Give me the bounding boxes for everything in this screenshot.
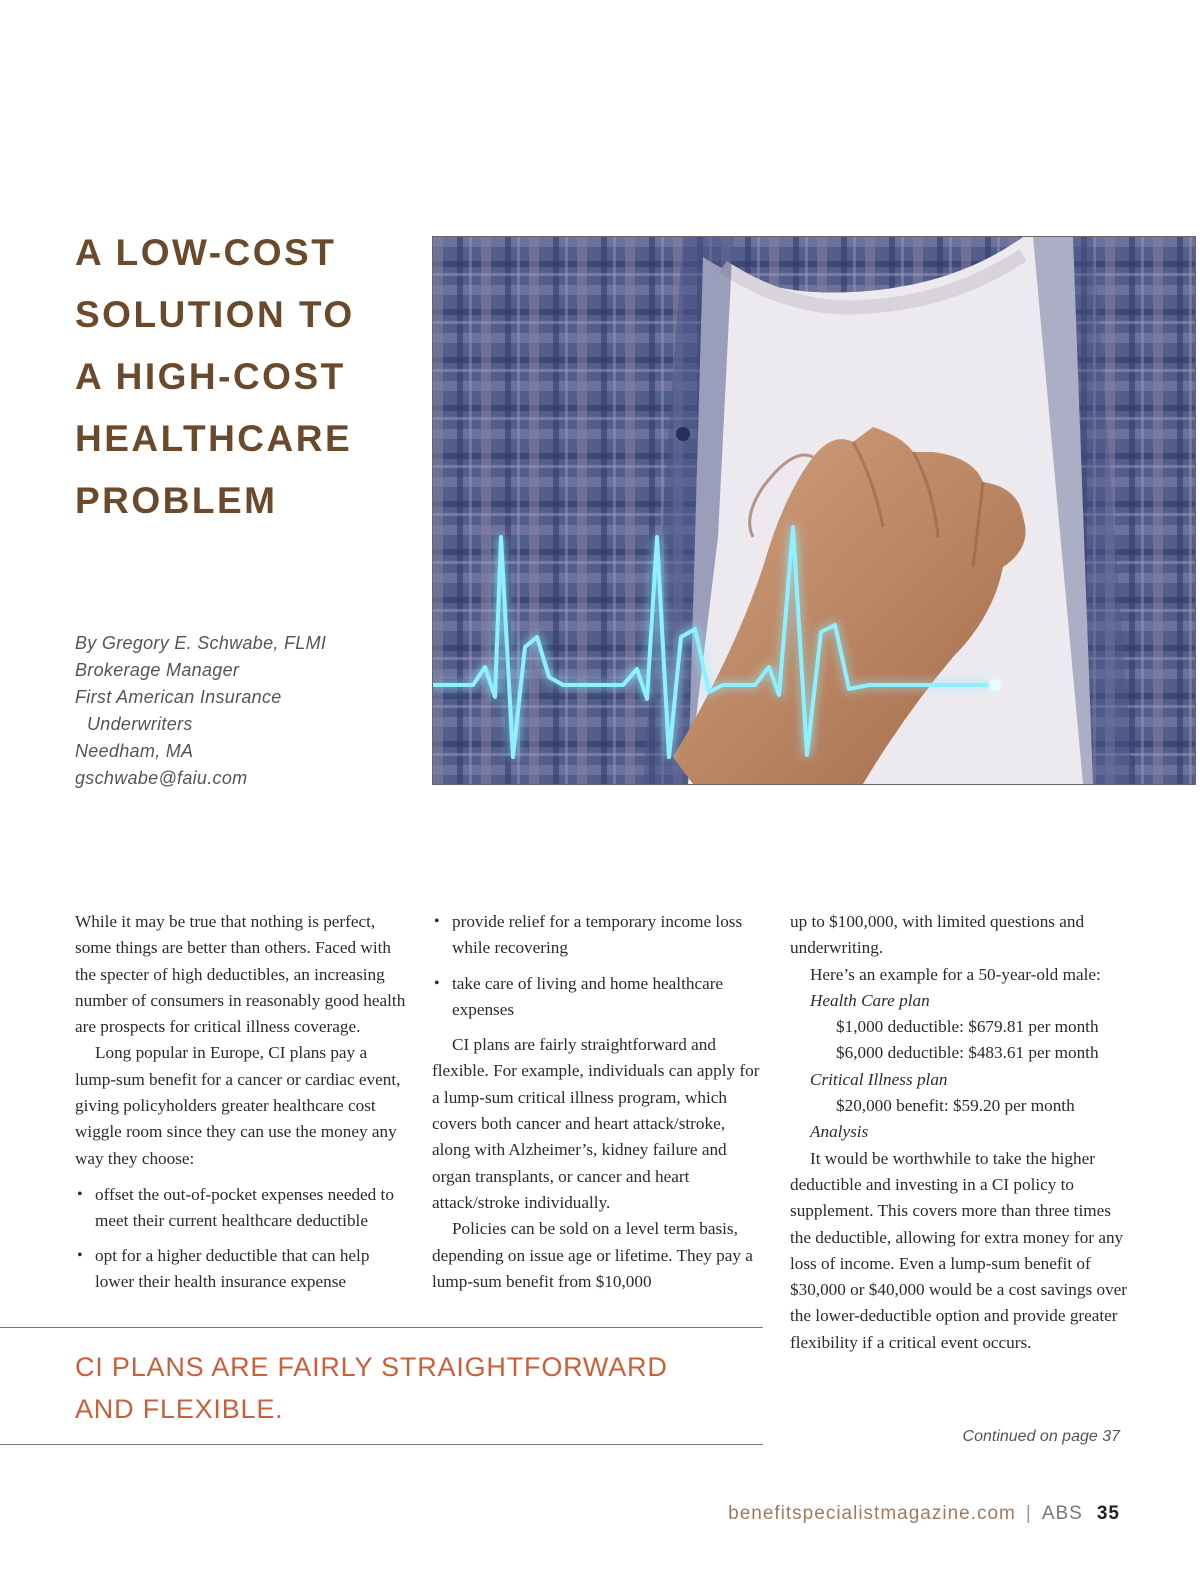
title-line: PROBLEM: [75, 480, 278, 521]
author-byline: [75, 630, 415, 792]
pullquote-line: CI PLANS ARE FAIRLY STRAIGHTFORWARD: [75, 1352, 668, 1382]
pullquote-rule-bottom: [0, 1444, 763, 1445]
page-footer: [728, 1503, 1120, 1525]
hero-photo: [432, 236, 1196, 785]
article-title: [75, 222, 415, 532]
pullquote-rule-top: [0, 1327, 763, 1328]
body-column-3: [790, 909, 1130, 1356]
page-number: 35: [1096, 1503, 1120, 1524]
footer-magazine: ABS: [1041, 1503, 1083, 1524]
bullet-list: [432, 909, 764, 1023]
paragraph: While it may be true that nothing is perfect, some things are better than others. Faced with the specter of high deductibles, an increasing number of consumers in reasonably good health are prospects for critical illness coverage.: [75, 912, 406, 1037]
subhead-analysis: Analysis: [810, 1122, 869, 1142]
continued-note: Continued on page 37: [962, 1428, 1120, 1445]
list-item: • take care of living and home healthcare expenses: [432, 971, 764, 1024]
author-location: Needham, MA: [75, 741, 194, 761]
paragraph: CI plans are fairly straightforward and flexible. For example, individuals can apply for a lump-sum critical illness program, which covers both cancer and heart attack/stroke, along with Alzheimer’s, kidney failure and organ transplants, or cancer and heart attack/stroke individually.: [432, 1035, 760, 1212]
paragraph: It would be worthwhile to take the higher deductible and investing in a CI policy to supplement. This covers more than three times the deductible, allowing for extra money for any loss of income. Even a lump-sum benefit of $30,000 or $40,000 would be a cost savings over the lower-deductible option and provide greater flexibility if a critical event occurs.: [790, 1148, 1128, 1352]
author-company: First American Insurance: [75, 687, 282, 707]
title-line: HEALTHCARE: [75, 418, 353, 459]
author-name: By Gregory E. Schwabe, FLMI: [75, 633, 327, 653]
paragraph: Here’s an example for a 50-year-old male:: [810, 964, 1101, 984]
bullet-list: [75, 1182, 407, 1295]
paragraph: Long popular in Europe, CI plans pay a lump-sum benefit for a cancer or cardiac event, giving policyholders greater healthcare cost wiggle room since they can use the money any way they choose:: [75, 1043, 401, 1168]
author-email: gschwabe@faiu.com: [75, 768, 248, 788]
pullquote: [75, 1346, 755, 1430]
list-item: • provide relief for a temporary income loss while recovering: [432, 909, 764, 962]
footer-separator: |: [1025, 1503, 1032, 1524]
list-item: • offset the out-of-pocket expenses needed to meet their current healthcare deductible: [75, 1182, 407, 1235]
subhead-critical-illness-plan: Critical Illness plan: [810, 1069, 948, 1089]
title-line: A LOW-COST: [75, 232, 337, 273]
body-column-2: [432, 909, 764, 1295]
rate-line: $6,000 deductible: $483.61 per month: [836, 1043, 1099, 1063]
pullquote-line: AND FLEXIBLE.: [75, 1394, 284, 1424]
footer-site: benefitspecialistmagazine.com: [728, 1503, 1016, 1524]
title-line: SOLUTION TO: [75, 294, 355, 335]
paragraph: Policies can be sold on a level term basis, depending on issue age or lifetime. They pay a lump-sum benefit from $10,000: [432, 1219, 753, 1291]
subhead-health-care-plan: Health Care plan: [810, 990, 930, 1010]
paragraph: up to $100,000, with limited questions and underwriting.: [790, 912, 1085, 958]
rate-line: $1,000 deductible: $679.81 per month: [836, 1017, 1099, 1037]
author-title: Brokerage Manager: [75, 660, 240, 680]
author-company-cont: Underwriters: [87, 714, 193, 734]
rate-line: $20,000 benefit: $59.20 per month: [836, 1096, 1075, 1116]
title-line: A HIGH-COST: [75, 356, 346, 397]
list-item: • opt for a higher deductible that can help lower their health insurance expense: [75, 1243, 407, 1296]
body-column-1: [75, 909, 407, 1303]
